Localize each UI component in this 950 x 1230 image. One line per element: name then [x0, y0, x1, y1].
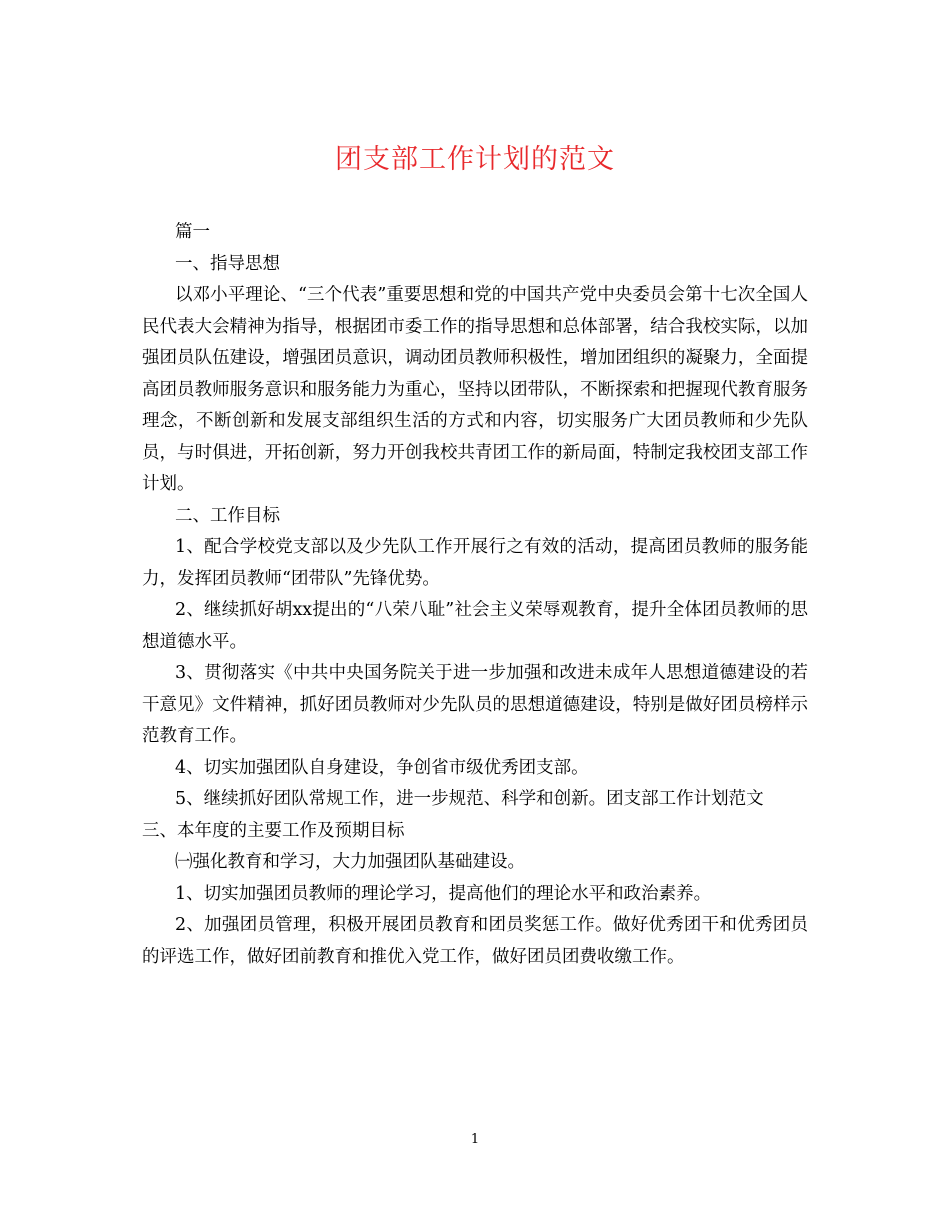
paragraph: 2、加强团员管理，积极开展团员教育和团员奖惩工作。做好优秀团干和优秀团员的评选工作，做好团前教育和推优入党工作，做好团员团费收缴工作。: [142, 915, 808, 967]
paragraph: 4、切实加强团队自身建设，争创省市级优秀团支部。: [175, 757, 589, 778]
paragraph: ㈠强化教育和学习，大力加强团队基础建设。: [175, 852, 525, 872]
document-title: 团支部工作计划的范文: [335, 144, 615, 175]
paragraph: 5、继续抓好团队常规工作，进一步规范、科学和创新。团支部工作计划范文: [175, 789, 764, 809]
paragraph: 二、工作目标: [175, 505, 280, 526]
paragraph: 篇一: [175, 222, 210, 242]
paragraph: 2、继续抓好胡xx提出的“八荣八耻”社会主义荣辱观教育，提升全体团员教师的思想道德水平。: [142, 600, 808, 652]
paragraph: 3、贯彻落实《中共中央国务院关于进一步加强和改进未成年人思想道德建设的若干意见》文件精神，抓好团员教师对少先队员的思想道德建设，特别是做好团员榜样示范教育工作。: [142, 663, 808, 746]
paragraph: 三、本年度的主要工作及预期目标: [142, 820, 405, 841]
paragraph: 一、指导思想: [175, 253, 280, 274]
document-body: [142, 217, 808, 973]
paragraph: 1、配合学校党支部以及少先队工作开展行之有效的活动，提高团员教师的服务能力，发挥团员教师“团带队”先锋优势。: [142, 537, 808, 589]
paragraph: 以邓小平理论、“三个代表”重要思想和党的中国共产党中央委员会第十七次全国人民代表大会精神为指导，根据团市委工作的指导思想和总体部署，结合我校实际，以加强团员队伍建设，增强团员意识，调动团员教师积极性，增加团组织的凝聚力，全面提高团员教师服务意识和服务能力为重心，坚持以团带队，不断探索和把握现代教育服务理念，不断创新和发展支部组织生活的方式和内容，切实服务广大团员教师和少先队员，与时俱进，开拓创新，努力开创我校共青团工作的新局面，特制定我校团支部工作计划。: [142, 285, 808, 494]
paragraph: 1、切实加强团员教师的理论学习，提高他们的理论水平和政治素养。: [175, 883, 712, 904]
page-number: 1: [470, 1132, 480, 1147]
